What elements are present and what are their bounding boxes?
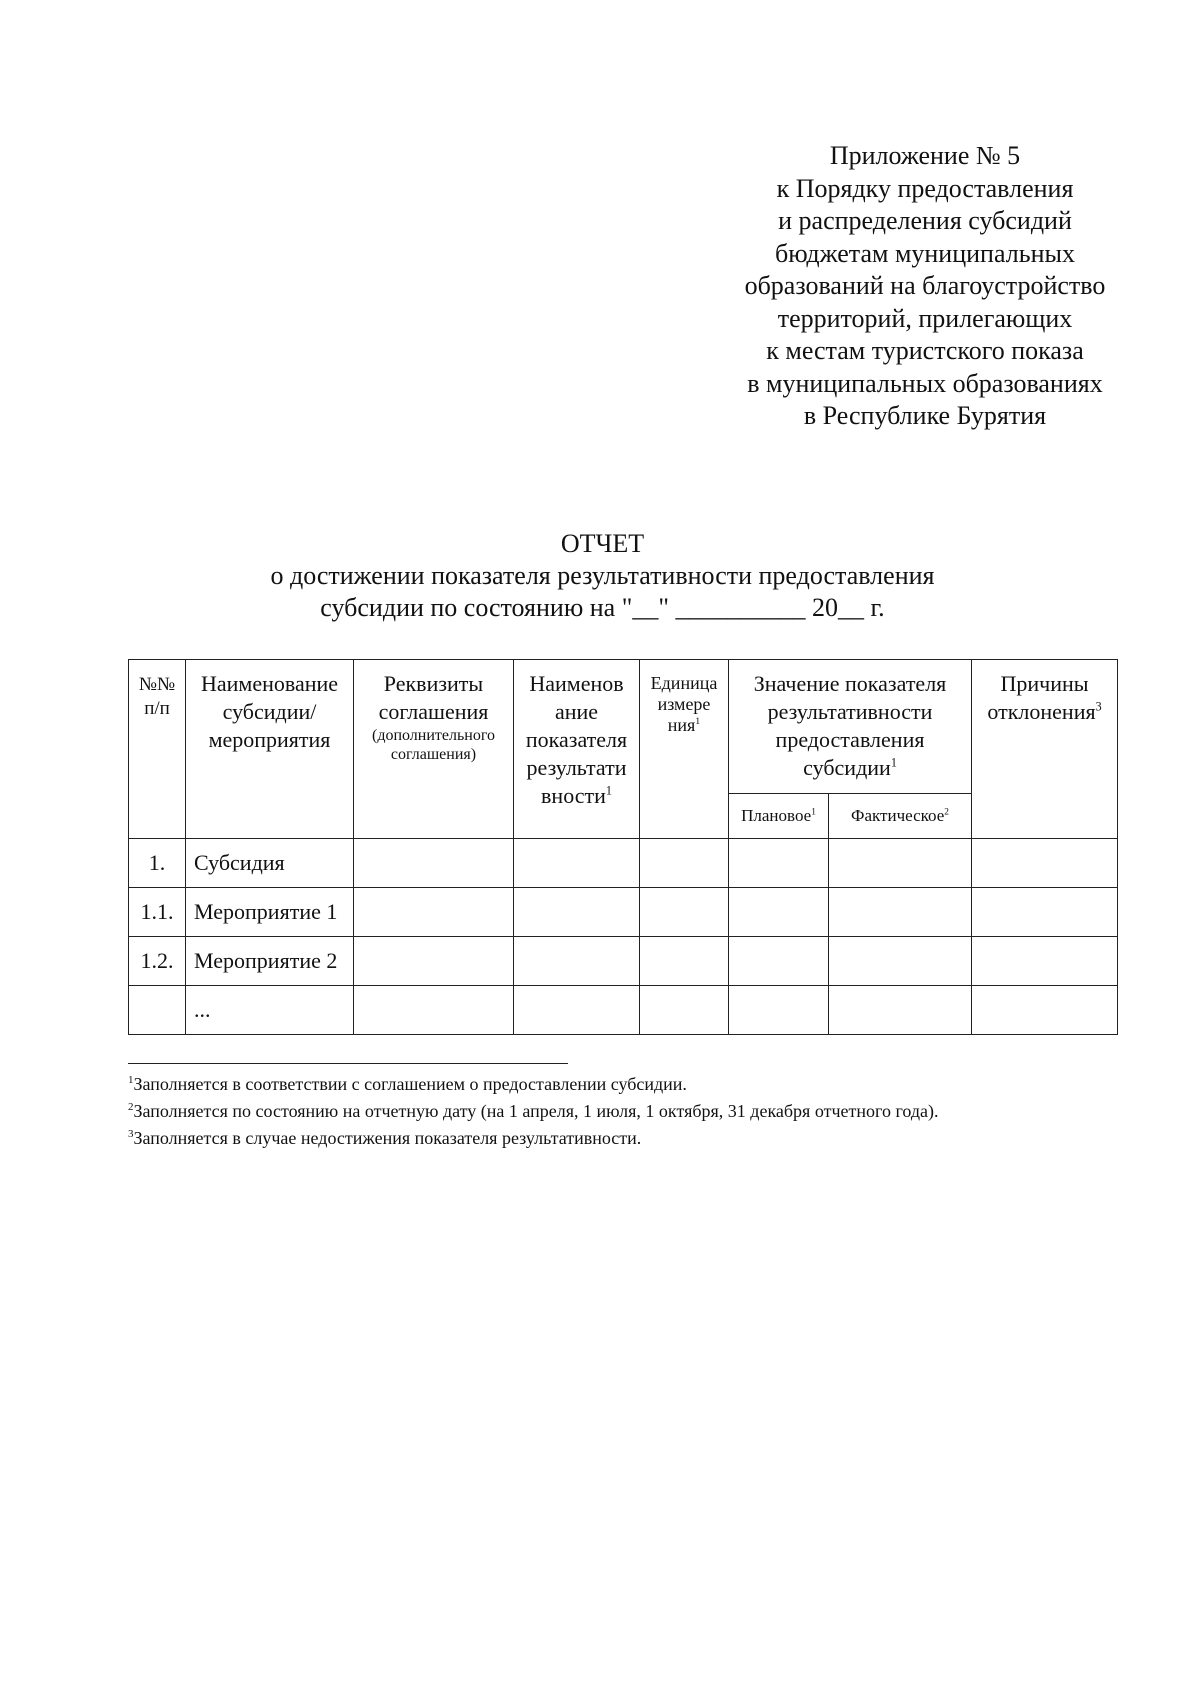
footnote-text: Заполняется в случае недостижения показателя результативности. <box>133 1128 642 1148</box>
appendix-line: и распределения субсидий <box>778 206 1072 235</box>
footnote-mark: 1 <box>605 783 612 798</box>
table-cell <box>729 888 829 937</box>
row-num <box>129 986 186 1035</box>
table-cell <box>354 937 514 986</box>
table-cell <box>354 986 514 1035</box>
footnotes <box>128 1071 1128 1152</box>
footnote-text: Заполняется в соответствии с соглашением о предоставлении субсидии. <box>133 1074 687 1094</box>
table-cell <box>729 986 829 1035</box>
appendix-header <box>700 140 1150 433</box>
report-title <box>130 528 1075 624</box>
appendix-line: бюджетам муниципальных <box>775 238 1075 268</box>
table-row <box>129 937 1118 986</box>
header-value: Значение показателя результативности предоставления субсидии$^1$ <box>729 660 972 794</box>
table-cell <box>354 839 514 888</box>
footnote-item <box>128 1098 1128 1125</box>
appendix-line: в муниципальных образованиях <box>747 368 1103 398</box>
footnote-separator <box>128 1063 568 1064</box>
appendix-line: к Порядку предоставления <box>776 173 1074 203</box>
table-cell <box>972 839 1118 888</box>
table-cell <box>829 937 972 986</box>
row-name: Субсидия <box>186 839 354 888</box>
header-requisites: Реквизиты соглашения (дополнительного соглашения) <box>354 660 514 839</box>
row-num: 1. <box>129 839 186 888</box>
footnote-item <box>128 1071 1128 1098</box>
table-cell <box>640 888 729 937</box>
table-cell <box>972 937 1118 986</box>
appendix-line: к местам туристского показа <box>766 336 1084 365</box>
table-cell <box>640 986 729 1035</box>
appendix-line: территорий, прилегающих <box>777 303 1073 333</box>
header-name: Наименование субсидии/ мероприятия <box>186 660 354 839</box>
footnote-mark: 1 <box>811 807 816 818</box>
table-cell <box>829 986 972 1035</box>
header-requisites-sub: (дополнительного соглашения) <box>371 727 496 763</box>
table-cell <box>354 888 514 937</box>
footnote-mark: 1 <box>695 716 701 727</box>
header-reasons: Причины отклонения$^3$ <box>972 660 1118 839</box>
appendix-line: образований на благоустройство <box>744 271 1106 300</box>
header-unit: Единица измере ния$^1$ <box>640 660 729 839</box>
footnote-item <box>128 1125 1128 1152</box>
table-cell <box>514 986 640 1035</box>
appendix-line: Приложение № 5 <box>829 141 1021 170</box>
appendix-line: в Республике Бурятия <box>803 401 1047 430</box>
table-header-row <box>129 660 1118 794</box>
row-name: Мероприятие 2 <box>186 937 354 986</box>
table-row <box>129 986 1118 1035</box>
row-num: 1.2. <box>129 937 186 986</box>
table-row <box>129 888 1118 937</box>
table-cell <box>829 888 972 937</box>
header-indicator: Наименов ание показателя результати вности$^1$ <box>514 660 640 839</box>
table-cell <box>972 986 1118 1035</box>
footnote-mark: 2 <box>128 1101 134 1113</box>
row-name: ... <box>186 986 354 1035</box>
table-cell <box>514 937 640 986</box>
table-cell <box>514 839 640 888</box>
header-planned: Плановое$^1$ <box>729 794 829 839</box>
report-table <box>128 659 1118 1035</box>
footnote-mark: 1 <box>890 755 897 770</box>
footnote-mark: 1 <box>128 1074 134 1086</box>
table-cell <box>640 937 729 986</box>
header-num: №№ п/п <box>129 660 186 839</box>
footnote-mark: 2 <box>944 807 949 818</box>
report-subtitle-line2: субсидии по состоянию на "__" __________ 20__ г. <box>320 593 885 622</box>
footnote-mark: 3 <box>1095 699 1102 714</box>
table-cell <box>514 888 640 937</box>
row-name: Мероприятие 1 <box>186 888 354 937</box>
table-cell <box>729 839 829 888</box>
table-cell <box>972 888 1118 937</box>
report-subtitle-line1: о достижении показателя результативности предоставления <box>270 561 935 590</box>
table-cell <box>640 839 729 888</box>
header-actual: Фактическое$^2$ <box>829 794 972 839</box>
table-row <box>129 839 1118 888</box>
row-num: 1.1. <box>129 888 186 937</box>
footnote-mark: 3 <box>128 1128 134 1140</box>
table-cell <box>729 937 829 986</box>
footnote-text: Заполняется по состоянию на отчетную дату (на 1 апреля, 1 июля, 1 октября, 31 декабря отчетного года). <box>133 1101 939 1121</box>
report-heading: ОТЧЕТ <box>560 529 645 558</box>
table-cell <box>829 839 972 888</box>
